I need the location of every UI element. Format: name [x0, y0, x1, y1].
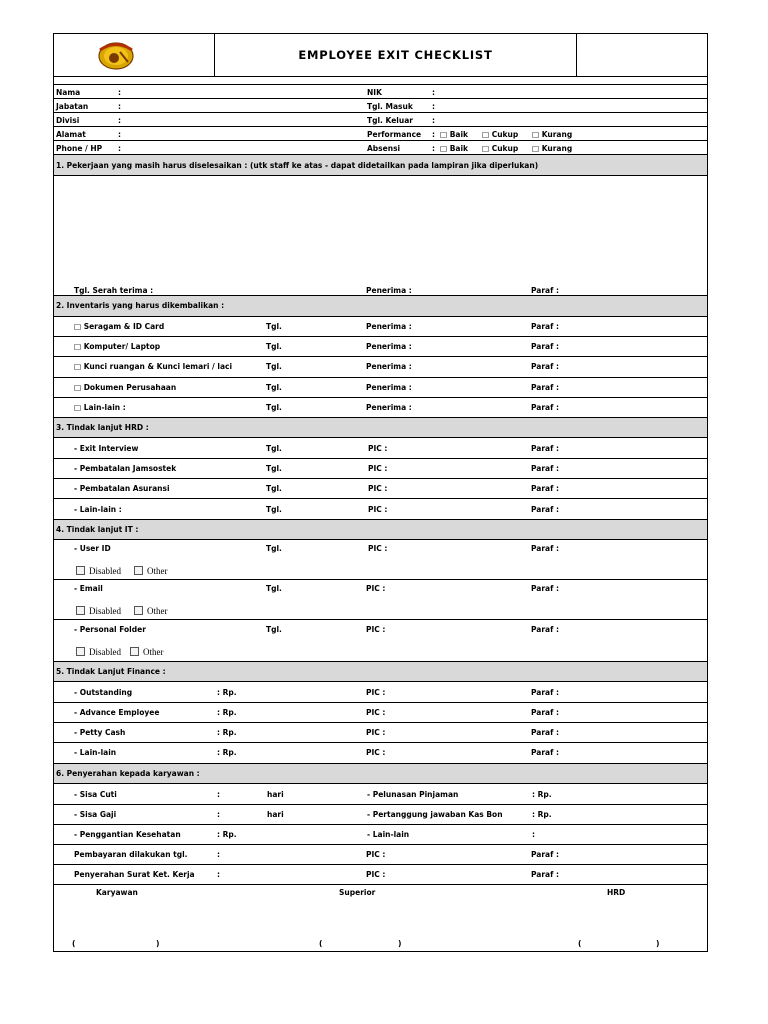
section-4-title: 4. Tindak lanjut IT : [56, 525, 139, 534]
colon: : [432, 144, 435, 153]
performance-kurang-option[interactable]: □ Kurang [532, 130, 573, 139]
row-divider [54, 722, 707, 723]
pic-label: PIC : [366, 625, 386, 634]
section-6-title: 6. Penyerahan kepada karyawan : [56, 769, 200, 778]
colon: : [118, 88, 121, 97]
inventaris-item-komputer[interactable]: □ Komputer/ Laptop [74, 342, 161, 351]
row-divider [54, 702, 707, 703]
finance-item-lain: - Lain-lain [74, 748, 117, 757]
tgl-label: Tgl. [266, 505, 282, 514]
sisa-gaji-label: - Sisa Gaji [74, 810, 117, 819]
pic-label: PIC : [366, 708, 386, 717]
hari-label: hari [267, 810, 284, 819]
paraf-label: Paraf : [531, 362, 559, 371]
tgl-label: Tgl. [266, 625, 282, 634]
row-divider [54, 619, 707, 620]
colon: : [118, 144, 121, 153]
paraf-label: Paraf : [531, 870, 559, 879]
exit-checklist-form [53, 33, 708, 952]
colon: : [432, 88, 435, 97]
pic-label: PIC : [368, 484, 388, 493]
tgl-label: Tgl. [266, 584, 282, 593]
signature-close-paren: ) [398, 939, 402, 948]
row-divider [54, 579, 707, 580]
pic-label: PIC : [366, 748, 386, 757]
paraf-label: Paraf : [531, 544, 559, 553]
inventaris-item-seragam[interactable]: □ Seragam & ID Card [74, 322, 165, 331]
signature-open-paren: ( [578, 939, 582, 948]
colon: : [217, 810, 220, 819]
label-absensi: Absensi [367, 144, 401, 153]
row-divider [54, 84, 707, 85]
tgl-label: Tgl. [266, 362, 282, 371]
penerima-label: Penerima : [366, 342, 412, 351]
pembayaran-label: Pembayaran dilakukan tgl. [74, 850, 188, 859]
hrd-item-asuransi: - Pembatalan Asuransi [74, 484, 170, 493]
hrd-item-jamsostek: - Pembatalan Jamsostek [74, 464, 177, 473]
rp-label: : Rp. [532, 790, 552, 799]
email-other-checkbox[interactable]: Other [134, 606, 168, 616]
paraf-label: Paraf : [531, 342, 559, 351]
row-divider [54, 458, 707, 459]
paraf-label: Paraf : [531, 728, 559, 737]
finance-item-petty-cash: - Petty Cash [74, 728, 126, 737]
section-1-title: 1. Pekerjaan yang masih harus diselesaikan : (utk staff ke atas - dapat didetailkan pada lampiran jika diperlukan) [56, 161, 539, 170]
row-divider [54, 397, 707, 398]
logo-cell [54, 34, 215, 76]
company-logo [90, 36, 150, 76]
tgl-label: Tgl. [266, 484, 282, 493]
form-header [54, 34, 707, 77]
label-performance: Performance [367, 130, 422, 139]
paraf-label: Paraf : [531, 484, 559, 493]
row-divider [54, 98, 707, 99]
hrd-item-exit-interview: - Exit Interview [74, 444, 139, 453]
user-id-other-checkbox[interactable]: Other [134, 566, 168, 576]
paraf-label: Paraf : [531, 625, 559, 634]
colon: : [217, 850, 220, 859]
signature-close-paren: ) [656, 939, 660, 948]
rp-label: : Rp. [532, 810, 552, 819]
tgl-label: Tgl. [266, 444, 282, 453]
signature-karyawan-label: Karyawan [96, 888, 138, 897]
section-3-header [54, 417, 707, 438]
it-item-user-id: - User ID [74, 544, 111, 553]
paraf-label: Paraf : [531, 322, 559, 331]
email-disabled-checkbox[interactable]: Disabled [76, 606, 121, 616]
surat-label: Penyerahan Surat Ket. Kerja [74, 870, 195, 879]
paraf-label: Paraf : [531, 383, 559, 392]
label-tgl-masuk: Tgl. Masuk [367, 102, 413, 111]
absensi-kurang-option[interactable]: □ Kurang [532, 144, 573, 153]
it-item-email: - Email [74, 584, 103, 593]
paraf-label: Paraf : [531, 708, 559, 717]
signature-superior-label: Superior [339, 888, 376, 897]
finance-item-outstanding: - Outstanding [74, 688, 133, 697]
colon: : [118, 130, 121, 139]
row-divider [54, 140, 707, 141]
row-divider [54, 126, 707, 127]
penggantian-label: - Penggantian Kesehatan [74, 830, 181, 839]
serah-terima-label: Tgl. Serah terima : [74, 286, 154, 295]
pic-label: PIC : [368, 505, 388, 514]
row-divider [54, 478, 707, 479]
row-divider [54, 804, 707, 805]
form-title: EMPLOYEE EXIT CHECKLIST [298, 48, 493, 62]
label-divisi: Divisi [56, 116, 80, 125]
absensi-baik-option[interactable]: □ Baik [440, 144, 469, 153]
tgl-label: Tgl. [266, 464, 282, 473]
inventaris-item-dokumen[interactable]: □ Dokumen Perusahaan [74, 383, 177, 392]
paraf-label: Paraf : [531, 505, 559, 514]
rp-label: : Rp. [217, 728, 237, 737]
section-5-title: 5. Tindak Lanjut Finance : [56, 667, 166, 676]
finance-item-advance: - Advance Employee [74, 708, 160, 717]
paraf-label: Paraf : [531, 688, 559, 697]
colon: : [217, 870, 220, 879]
row-divider [54, 498, 707, 499]
signature-open-paren: ( [72, 939, 76, 948]
pic-label: PIC : [366, 728, 386, 737]
rp-label: : Rp. [217, 688, 237, 697]
section-2-title: 2. Inventaris yang harus dikembalikan : [56, 301, 225, 310]
penerima-label: Penerima : [366, 383, 412, 392]
pic-label: PIC : [366, 688, 386, 697]
section-4-header [54, 519, 707, 540]
colon: : [432, 116, 435, 125]
user-id-disabled-checkbox[interactable]: Disabled [76, 566, 121, 576]
row-divider [54, 844, 707, 845]
row-divider [54, 112, 707, 113]
pic-label: PIC : [366, 870, 386, 879]
paraf-label: Paraf : [531, 464, 559, 473]
label-alamat: Alamat [56, 130, 86, 139]
row-divider [54, 864, 707, 865]
sisa-cuti-label: - Sisa Cuti [74, 790, 117, 799]
absensi-cukup-option[interactable]: □ Cukup [482, 144, 519, 153]
row-divider [54, 824, 707, 825]
tgl-label: Tgl. [266, 544, 282, 553]
performance-cukup-option[interactable]: □ Cukup [482, 130, 519, 139]
colon: : [217, 790, 220, 799]
pelunasan-label: - Pelunasan Pinjaman [367, 790, 459, 799]
pic-label: PIC : [366, 850, 386, 859]
row-divider [54, 377, 707, 378]
signature-hrd-label: HRD [607, 888, 626, 897]
colon: : [432, 130, 435, 139]
label-nik: NIK [367, 88, 382, 97]
signature-close-paren: ) [156, 939, 160, 948]
paraf-label: Paraf : [531, 403, 559, 412]
pic-label: PIC : [368, 444, 388, 453]
row-divider [54, 884, 707, 885]
colon: : [118, 116, 121, 125]
colon: : [532, 830, 535, 839]
performance-baik-option[interactable]: □ Baik [440, 130, 469, 139]
tgl-label: Tgl. [266, 342, 282, 351]
colon: : [118, 102, 121, 111]
inventaris-item-lain[interactable]: □ Lain-lain : [74, 403, 126, 412]
penerima-label: Penerima : [366, 322, 412, 331]
rp-label: : Rp. [217, 830, 237, 839]
folder-disabled-checkbox[interactable]: Disabled [76, 647, 121, 657]
row-divider [54, 742, 707, 743]
label-phone: Phone / HP [56, 144, 103, 153]
tgl-label: Tgl. [266, 383, 282, 392]
signature-open-paren: ( [319, 939, 323, 948]
paraf-label: Paraf : [531, 850, 559, 859]
label-jabatan: Jabatan [56, 102, 89, 111]
rp-label: : Rp. [217, 708, 237, 717]
rp-label: : Rp. [217, 748, 237, 757]
it-item-personal-folder: - Personal Folder [74, 625, 146, 634]
label-nama: Nama [56, 88, 81, 97]
hrd-item-lain: - Lain-lain : [74, 505, 122, 514]
header-right-cell [576, 34, 707, 76]
paraf-label: Paraf : [531, 584, 559, 593]
paraf-label: Paraf : [531, 444, 559, 453]
hari-label: hari [267, 790, 284, 799]
paraf-label: Paraf : [531, 748, 559, 757]
lain-lain-label: - Lain-lain [367, 830, 410, 839]
row-divider [54, 336, 707, 337]
penerima-label: Penerima : [366, 403, 412, 412]
pic-label: PIC : [368, 464, 388, 473]
pic-label: PIC : [366, 584, 386, 593]
paraf-label: Paraf : [531, 286, 559, 295]
pertanggung-label: - Pertanggung jawaban Kas Bon [367, 810, 503, 819]
inventaris-item-kunci[interactable]: □ Kunci ruangan & Kunci lemari / laci [74, 362, 233, 371]
penerima-label: Penerima : [366, 362, 412, 371]
penerima-label: Penerima : [366, 286, 412, 295]
tgl-label: Tgl. [266, 403, 282, 412]
folder-other-checkbox[interactable]: Other [130, 647, 164, 657]
label-tgl-keluar: Tgl. Keluar [367, 116, 413, 125]
colon: : [432, 102, 435, 111]
pic-label: PIC : [368, 544, 388, 553]
row-divider [54, 356, 707, 357]
section-3-title: 3. Tindak lanjut HRD : [56, 423, 149, 432]
tgl-label: Tgl. [266, 322, 282, 331]
